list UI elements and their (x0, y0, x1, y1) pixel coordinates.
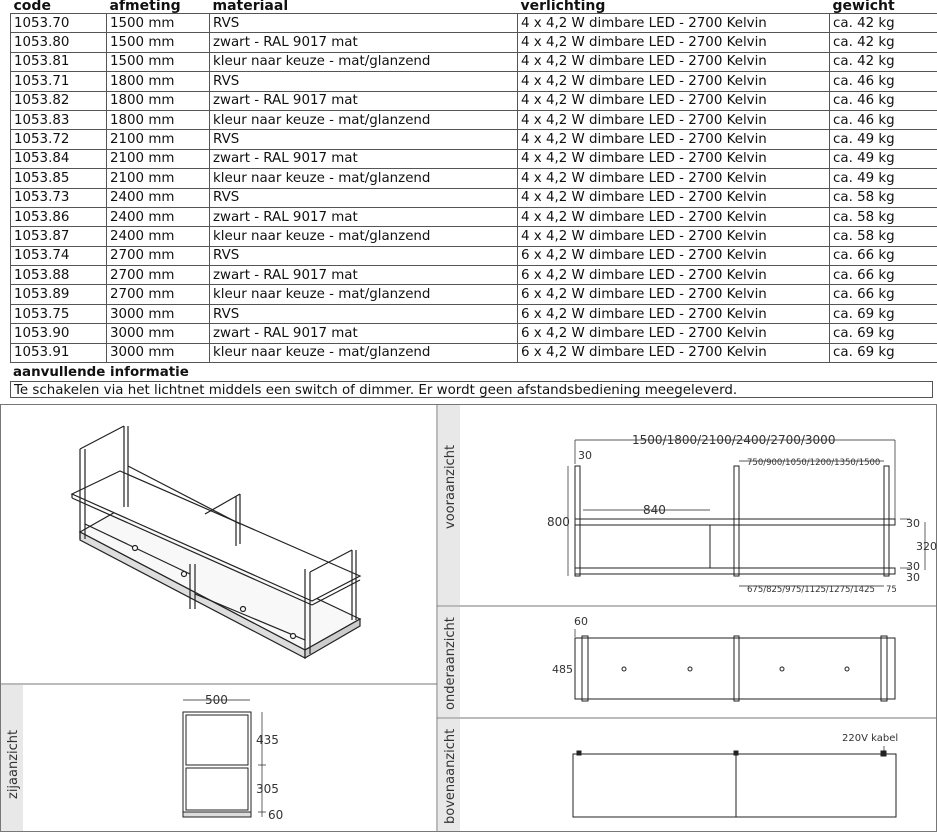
cell-materiaal: kleur naar keuze - mat/glanzend (210, 52, 518, 71)
cell-afmeting: 1800 mm (107, 91, 210, 110)
cell-afmeting: 1500 mm (107, 14, 210, 33)
cell-afmeting: 1500 mm (107, 52, 210, 71)
table-row (11, 149, 937, 168)
dim-side-435: 435 (256, 733, 279, 747)
cell-gewicht: ca. 46 kg (830, 91, 937, 110)
cell-afmeting: 2400 mm (107, 188, 210, 207)
cell-materiaal: RVS (210, 72, 518, 91)
cell-afmeting: 2100 mm (107, 130, 210, 149)
cell-gewicht: ca. 42 kg (830, 52, 937, 71)
table-row (11, 285, 937, 304)
cell-gewicht: ca. 49 kg (830, 130, 937, 149)
cell-afmeting: 2100 mm (107, 149, 210, 168)
dim-height: 800 (547, 515, 570, 529)
bottom-view-label: onderaanzicht (443, 617, 458, 710)
cell-materiaal: RVS (210, 188, 518, 207)
dim-width-options: 1500/1800/2100/2400/2700/3000 (632, 433, 836, 447)
dim-right-30a: 30 (906, 517, 920, 530)
cell-gewicht: ca. 69 kg (830, 343, 937, 362)
cell-afmeting: 2700 mm (107, 246, 210, 265)
cell-materiaal: kleur naar keuze - mat/glanzend (210, 227, 518, 246)
front-view-label: vooraanzicht (443, 444, 458, 529)
cell-afmeting: 1800 mm (107, 72, 210, 91)
top-view-label: bovenaanzicht (443, 728, 458, 824)
cell-gewicht: ca. 49 kg (830, 149, 937, 168)
cell-afmeting: 1500 mm (107, 33, 210, 52)
cell-verlichting: 6 x 4,2 W dimbare LED - 2700 Kelvin (518, 304, 830, 323)
cell-code: 1053.83 (11, 110, 107, 129)
cell-gewicht: ca. 49 kg (830, 169, 937, 188)
cell-materiaal: zwart - RAL 9017 mat (210, 91, 518, 110)
cell-gewicht: ca. 69 kg (830, 304, 937, 323)
cell-verlichting: 6 x 4,2 W dimbare LED - 2700 Kelvin (518, 324, 830, 343)
dim-post-width: 30 (578, 449, 592, 462)
col-gewicht: gewicht (830, 0, 937, 14)
cell-code: 1053.84 (11, 149, 107, 168)
cell-materiaal: RVS (210, 246, 518, 265)
cell-materiaal: zwart - RAL 9017 mat (210, 149, 518, 168)
spec-table (10, 0, 937, 363)
cell-gewicht: ca. 58 kg (830, 207, 937, 226)
cell-afmeting: 1800 mm (107, 110, 210, 129)
cell-verlichting: 4 x 4,2 W dimbare LED - 2700 Kelvin (518, 149, 830, 168)
cell-gewicht: ca. 66 kg (830, 266, 937, 285)
top-view-drawing (573, 746, 896, 817)
table-row (11, 266, 937, 285)
cell-materiaal: zwart - RAL 9017 mat (210, 324, 518, 343)
cell-gewicht: ca. 66 kg (830, 285, 937, 304)
cell-afmeting: 2400 mm (107, 207, 210, 226)
cell-materiaal: zwart - RAL 9017 mat (210, 33, 518, 52)
cell-verlichting: 4 x 4,2 W dimbare LED - 2700 Kelvin (518, 33, 830, 52)
table-body (11, 14, 937, 363)
cell-code: 1053.87 (11, 227, 107, 246)
table-row (11, 324, 937, 343)
cell-code: 1053.81 (11, 52, 107, 71)
cell-afmeting: 2700 mm (107, 266, 210, 285)
cell-gewicht: ca. 69 kg (830, 324, 937, 343)
cell-code: 1053.89 (11, 285, 107, 304)
cell-code: 1053.91 (11, 343, 107, 362)
table-row (11, 110, 937, 129)
cell-materiaal: RVS (210, 130, 518, 149)
cell-code: 1053.73 (11, 188, 107, 207)
cell-verlichting: 4 x 4,2 W dimbare LED - 2700 Kelvin (518, 14, 830, 33)
cell-gewicht: ca. 46 kg (830, 110, 937, 129)
isometric-drawing (72, 426, 360, 658)
table-row (11, 246, 937, 265)
cell-afmeting: 2400 mm (107, 227, 210, 246)
cell-code: 1053.71 (11, 72, 107, 91)
cell-verlichting: 6 x 4,2 W dimbare LED - 2700 Kelvin (518, 246, 830, 265)
dim-inner-bottom: 675/825/975/1125/1275/1425 (747, 585, 875, 595)
cell-materiaal: kleur naar keuze - mat/glanzend (210, 343, 518, 362)
cell-afmeting: 3000 mm (107, 324, 210, 343)
table-row (11, 227, 937, 246)
cell-code: 1053.75 (11, 304, 107, 323)
info-text: Te schakelen via het lichtnet middels een switch of dimmer. Er wordt geen afstandsbediening meegeleverd. (10, 381, 933, 398)
col-afmeting: afmeting (107, 0, 210, 14)
cell-gewicht: ca. 66 kg (830, 246, 937, 265)
cell-code: 1053.88 (11, 266, 107, 285)
cell-verlichting: 4 x 4,2 W dimbare LED - 2700 Kelvin (518, 130, 830, 149)
col-materiaal: materiaal (210, 0, 518, 14)
cable-label: 220V kabel (842, 733, 899, 744)
dim-edge-75: 75 (886, 585, 897, 595)
cell-afmeting: 2700 mm (107, 285, 210, 304)
cell-afmeting: 3000 mm (107, 304, 210, 323)
cell-materiaal: kleur naar keuze - mat/glanzend (210, 285, 518, 304)
table-row (11, 188, 937, 207)
cell-materiaal: RVS (210, 304, 518, 323)
dim-side-60: 60 (268, 808, 284, 822)
dim-side-305: 305 (256, 782, 279, 796)
table-row (11, 130, 937, 149)
cell-verlichting: 4 x 4,2 W dimbare LED - 2700 Kelvin (518, 227, 830, 246)
cell-code: 1053.85 (11, 169, 107, 188)
bottom-view-drawing (575, 629, 895, 701)
cell-materiaal: zwart - RAL 9017 mat (210, 207, 518, 226)
cell-verlichting: 6 x 4,2 W dimbare LED - 2700 Kelvin (518, 343, 830, 362)
cell-afmeting: 2100 mm (107, 169, 210, 188)
cell-code: 1053.70 (11, 14, 107, 33)
table-row (11, 169, 937, 188)
side-view-label: zijaanzicht (6, 729, 21, 799)
technical-drawings (0, 404, 937, 832)
cell-gewicht: ca. 46 kg (830, 72, 937, 91)
cell-verlichting: 4 x 4,2 W dimbare LED - 2700 Kelvin (518, 207, 830, 226)
dim-bottom-60: 60 (574, 615, 588, 628)
info-title: aanvullende informatie (13, 365, 189, 380)
cell-gewicht: ca. 58 kg (830, 227, 937, 246)
dim-shelf-gap: 840 (643, 503, 666, 517)
dim-side-500: 500 (205, 693, 228, 707)
side-view-drawing (183, 700, 266, 817)
table-row (11, 72, 937, 91)
cell-gewicht: ca. 42 kg (830, 33, 937, 52)
table-row (11, 52, 937, 71)
cell-verlichting: 4 x 4,2 W dimbare LED - 2700 Kelvin (518, 72, 830, 91)
col-code: code (11, 0, 107, 14)
cell-code: 1053.86 (11, 207, 107, 226)
table-header-row (11, 0, 937, 14)
cell-materiaal: zwart - RAL 9017 mat (210, 266, 518, 285)
table-row (11, 343, 937, 362)
cell-verlichting: 6 x 4,2 W dimbare LED - 2700 Kelvin (518, 266, 830, 285)
cell-code: 1053.72 (11, 130, 107, 149)
cell-materiaal: kleur naar keuze - mat/glanzend (210, 169, 518, 188)
table-row (11, 304, 937, 323)
cell-verlichting: 4 x 4,2 W dimbare LED - 2700 Kelvin (518, 188, 830, 207)
cell-verlichting: 6 x 4,2 W dimbare LED - 2700 Kelvin (518, 285, 830, 304)
cell-materiaal: kleur naar keuze - mat/glanzend (210, 110, 518, 129)
dim-right-30b: 30 (906, 560, 920, 573)
dim-right-320: 320 (916, 540, 937, 553)
cell-gewicht: ca. 42 kg (830, 14, 937, 33)
table-row (11, 91, 937, 110)
col-verlichting: verlichting (518, 0, 830, 14)
cell-materiaal: RVS (210, 14, 518, 33)
cell-verlichting: 4 x 4,2 W dimbare LED - 2700 Kelvin (518, 91, 830, 110)
dim-bottom-485: 485 (552, 663, 573, 676)
table-row (11, 14, 937, 33)
cell-gewicht: ca. 58 kg (830, 188, 937, 207)
dim-right-30c: 30 (906, 571, 920, 584)
cell-verlichting: 4 x 4,2 W dimbare LED - 2700 Kelvin (518, 52, 830, 71)
cell-code: 1053.90 (11, 324, 107, 343)
cell-verlichting: 4 x 4,2 W dimbare LED - 2700 Kelvin (518, 169, 830, 188)
table-row (11, 33, 937, 52)
cell-code: 1053.80 (11, 33, 107, 52)
cell-code: 1053.82 (11, 91, 107, 110)
cell-afmeting: 3000 mm (107, 343, 210, 362)
dim-inner-top: 750/900/1050/1200/1350/1500 (747, 458, 881, 468)
cell-verlichting: 4 x 4,2 W dimbare LED - 2700 Kelvin (518, 110, 830, 129)
cell-code: 1053.74 (11, 246, 107, 265)
table-row (11, 207, 937, 226)
